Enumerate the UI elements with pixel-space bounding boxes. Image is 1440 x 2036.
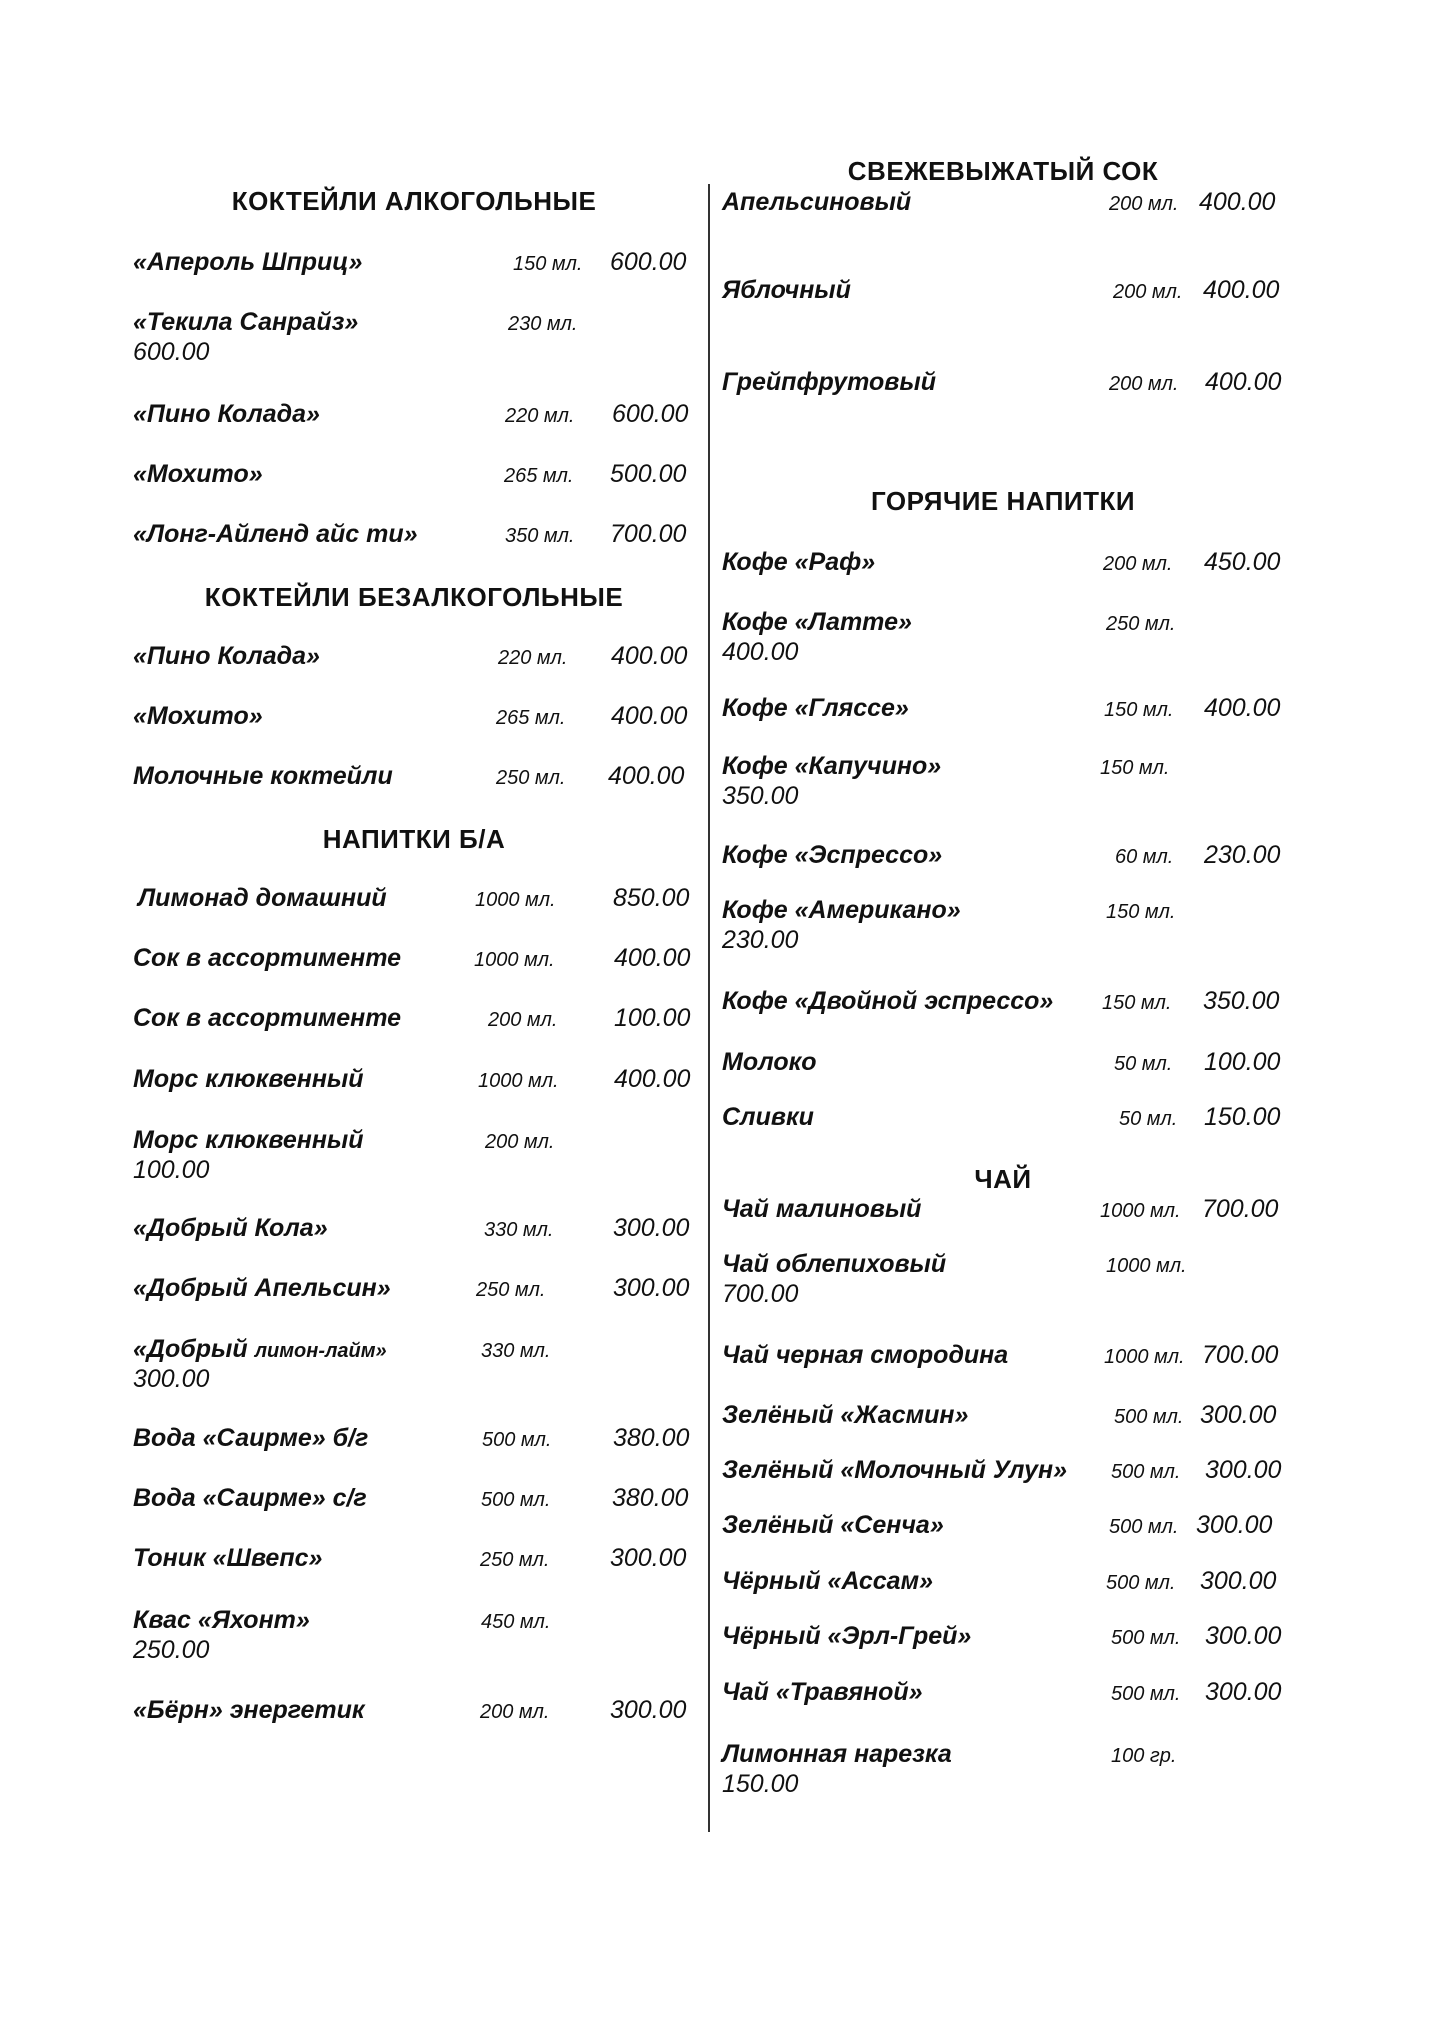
item-volume: 150 мл. — [1106, 901, 1176, 923]
item-name: Вода «Саирме» с/г — [133, 1484, 367, 1512]
item-name: Молоко — [722, 1048, 817, 1076]
item-price: 230.00 — [1204, 841, 1281, 869]
item-price: 380.00 — [612, 1484, 689, 1512]
item-name-main: «Добрый — [133, 1335, 248, 1363]
item-volume: 500 мл. — [482, 1429, 552, 1451]
item-price: 300.00 — [1196, 1511, 1273, 1539]
item-volume: 200 мл. — [1109, 193, 1179, 215]
item-name: Тоник «Швепс» — [133, 1544, 323, 1572]
item-price: 300.00 — [610, 1696, 687, 1724]
item-name: Чай черная смородина — [722, 1341, 1009, 1369]
item-name: Сливки — [722, 1103, 814, 1131]
item-price: 400.00 — [608, 762, 685, 790]
item-price: 300.00 — [610, 1544, 687, 1572]
item-price: 600.00 — [610, 248, 687, 276]
item-name: Кофе «Американо» — [722, 896, 961, 924]
item-volume: 200 мл. — [485, 1131, 555, 1153]
item-volume: 250 мл. — [480, 1549, 550, 1571]
item-volume: 150 мл. — [513, 253, 583, 275]
item-volume: 150 мл. — [1104, 699, 1174, 721]
item-price: 380.00 — [613, 1424, 690, 1452]
item-price: 100.00 — [614, 1004, 691, 1032]
item-volume: 220 мл. — [498, 647, 568, 669]
section-title-hot: ГОРЯЧИЕ НАПИТКИ — [870, 486, 1136, 516]
item-price: 150.00 — [722, 1770, 799, 1798]
item-name: Чёрный «Ассам» — [722, 1567, 933, 1595]
item-volume: 500 мл. — [1111, 1627, 1181, 1649]
item-volume: 1000 мл. — [474, 949, 555, 971]
item-name: Кофе «Эспрессо» — [722, 841, 943, 869]
item-name-small: лимон-лайм» — [254, 1340, 387, 1362]
item-volume: 230 мл. — [508, 313, 578, 335]
item-price: 350.00 — [722, 782, 799, 810]
item-price: 700.00 — [722, 1280, 799, 1308]
item-price: 250.00 — [133, 1636, 210, 1664]
right-column — [708, 0, 1440, 2036]
section-title-juice: СВЕЖЕВЫЖАТЫЙ СОК — [847, 156, 1159, 186]
item-name: «Апероль Шприц» — [133, 248, 363, 276]
item-name: Кофе «Гляссе» — [722, 694, 909, 722]
item-name: Кофе «Капучино» — [722, 752, 942, 780]
item-price: 400.00 — [1204, 694, 1281, 722]
item-name: «Бёрн» энергетик — [133, 1696, 365, 1724]
item-volume: 1000 мл. — [475, 889, 556, 911]
item-name: Морс клюквенный — [133, 1065, 364, 1093]
item-volume: 500 мл. — [481, 1489, 551, 1511]
item-volume: 60 мл. — [1115, 846, 1174, 868]
item-volume: 500 мл. — [1106, 1572, 1176, 1594]
item-price: 400.00 — [611, 702, 688, 730]
item-name: Апельсиновый — [722, 188, 912, 216]
item-name: Молочные коктейли — [133, 762, 393, 790]
item-price: 300.00 — [1205, 1456, 1282, 1484]
item-volume: 150 мл. — [1102, 992, 1172, 1014]
item-name: Кофе «Двойной эспрессо» — [722, 987, 1054, 1015]
item-volume: 50 мл. — [1114, 1053, 1173, 1075]
item-name: Квас «Яхонт» — [133, 1606, 310, 1634]
item-volume: 500 мл. — [1114, 1406, 1184, 1428]
item-price: 230.00 — [722, 926, 799, 954]
item-volume: 200 мл. — [488, 1009, 558, 1031]
section-title-nonalcoholic: КОКТЕЙЛИ БЕЗАЛКОГОЛЬНЫЕ — [204, 582, 624, 612]
item-price: 850.00 — [613, 884, 690, 912]
item-volume: 1000 мл. — [478, 1070, 559, 1092]
item-name: Сок в ассортименте — [133, 1004, 402, 1032]
item-name: Чай малиновый — [722, 1195, 922, 1223]
item-volume: 1000 мл. — [1106, 1255, 1187, 1277]
item-name: Зелёный «Молочный Улун» — [722, 1456, 1067, 1484]
item-name: Кофе «Раф» — [722, 548, 876, 576]
item-price: 400.00 — [1199, 188, 1276, 216]
item-volume: 200 мл. — [480, 1701, 550, 1723]
item-price: 300.00 — [613, 1214, 690, 1242]
item-price: 300.00 — [613, 1274, 690, 1302]
item-name: Зелёный «Жасмин» — [722, 1401, 969, 1429]
item-price: 400.00 — [1203, 276, 1280, 304]
item-name: Лимонад домашний — [138, 884, 387, 912]
item-name: «Добрый Апельсин» — [133, 1274, 391, 1302]
item-name: Грейпфрутовый — [722, 368, 936, 396]
item-name: Чай облепиховый — [722, 1250, 947, 1278]
item-volume: 250 мл. — [1106, 613, 1176, 635]
item-price: 500.00 — [610, 460, 687, 488]
item-price: 150.00 — [1204, 1103, 1281, 1131]
item-volume: 50 мл. — [1119, 1108, 1178, 1130]
item-volume: 200 мл. — [1109, 373, 1179, 395]
item-price: 300.00 — [1205, 1678, 1282, 1706]
item-volume: 100 гр. — [1111, 1745, 1177, 1767]
item-name: «Пино Колада» — [133, 400, 320, 428]
item-name: Зелёный «Сенча» — [722, 1511, 944, 1539]
item-volume: 200 мл. — [1113, 281, 1183, 303]
item-volume: 250 мл. — [496, 767, 566, 789]
item-price: 700.00 — [1202, 1341, 1279, 1369]
item-price: 300.00 — [133, 1365, 210, 1393]
item-price: 100.00 — [133, 1156, 210, 1184]
item-name: «Лонг-Айленд айс ти» — [133, 520, 418, 548]
item-name: Лимонная нарезка — [722, 1740, 952, 1768]
item-volume: 265 мл. — [496, 707, 566, 729]
item-name: «Текила Санрайз» — [133, 308, 359, 336]
item-volume: 200 мл. — [1103, 553, 1173, 575]
item-price: 300.00 — [1205, 1622, 1282, 1650]
item-volume: 500 мл. — [1109, 1516, 1179, 1538]
item-volume: 450 мл. — [481, 1611, 551, 1633]
item-name: Чёрный «Эрл-Грей» — [722, 1622, 972, 1650]
item-volume: 265 мл. — [504, 465, 574, 487]
item-name: Яблочный — [722, 276, 851, 304]
item-name: Кофе «Латте» — [722, 608, 912, 636]
item-volume: 150 мл. — [1100, 757, 1170, 779]
item-volume: 350 мл. — [505, 525, 575, 547]
item-price: 300.00 — [1200, 1401, 1277, 1429]
item-volume: 500 мл. — [1111, 1683, 1181, 1705]
item-name: «Мохито» — [133, 702, 263, 730]
item-volume: 330 мл. — [484, 1219, 554, 1241]
item-price: 300.00 — [1200, 1567, 1277, 1595]
item-volume: 330 мл. — [481, 1340, 551, 1362]
item-price: 350.00 — [1203, 987, 1280, 1015]
section-title-soft: НАПИТКИ Б/А — [322, 824, 506, 854]
item-name: Вода «Саирме» б/г — [133, 1424, 369, 1452]
item-price: 400.00 — [614, 1065, 691, 1093]
section-title-alcoholic: КОКТЕЙЛИ АЛКОГОЛЬНЫЕ — [231, 186, 597, 216]
item-name: «Пино Колада» — [133, 642, 320, 670]
item-price: 100.00 — [1204, 1048, 1281, 1076]
item-name: «Мохито» — [133, 460, 263, 488]
item-price: 400.00 — [611, 642, 688, 670]
item-name: Морс клюквенный — [133, 1126, 364, 1154]
item-price: 600.00 — [133, 338, 210, 366]
item-volume: 1000 мл. — [1104, 1346, 1185, 1368]
item-volume: 500 мл. — [1111, 1461, 1181, 1483]
item-name — [133, 1335, 387, 1364]
item-price: 400.00 — [1205, 368, 1282, 396]
item-name: Сок в ассортименте — [133, 944, 402, 972]
left-column — [0, 0, 708, 2036]
item-price: 700.00 — [1202, 1195, 1279, 1223]
item-price: 450.00 — [1204, 548, 1281, 576]
item-price: 600.00 — [612, 400, 689, 428]
item-volume: 1000 мл. — [1100, 1200, 1181, 1222]
item-price: 400.00 — [614, 944, 691, 972]
item-price: 400.00 — [722, 638, 799, 666]
item-name: «Добрый Кола» — [133, 1214, 328, 1242]
item-name: Чай «Травяной» — [722, 1678, 923, 1706]
item-volume: 250 мл. — [476, 1279, 546, 1301]
section-title-tea: ЧАЙ — [974, 1164, 1032, 1194]
item-price: 700.00 — [610, 520, 687, 548]
item-volume: 220 мл. — [505, 405, 575, 427]
